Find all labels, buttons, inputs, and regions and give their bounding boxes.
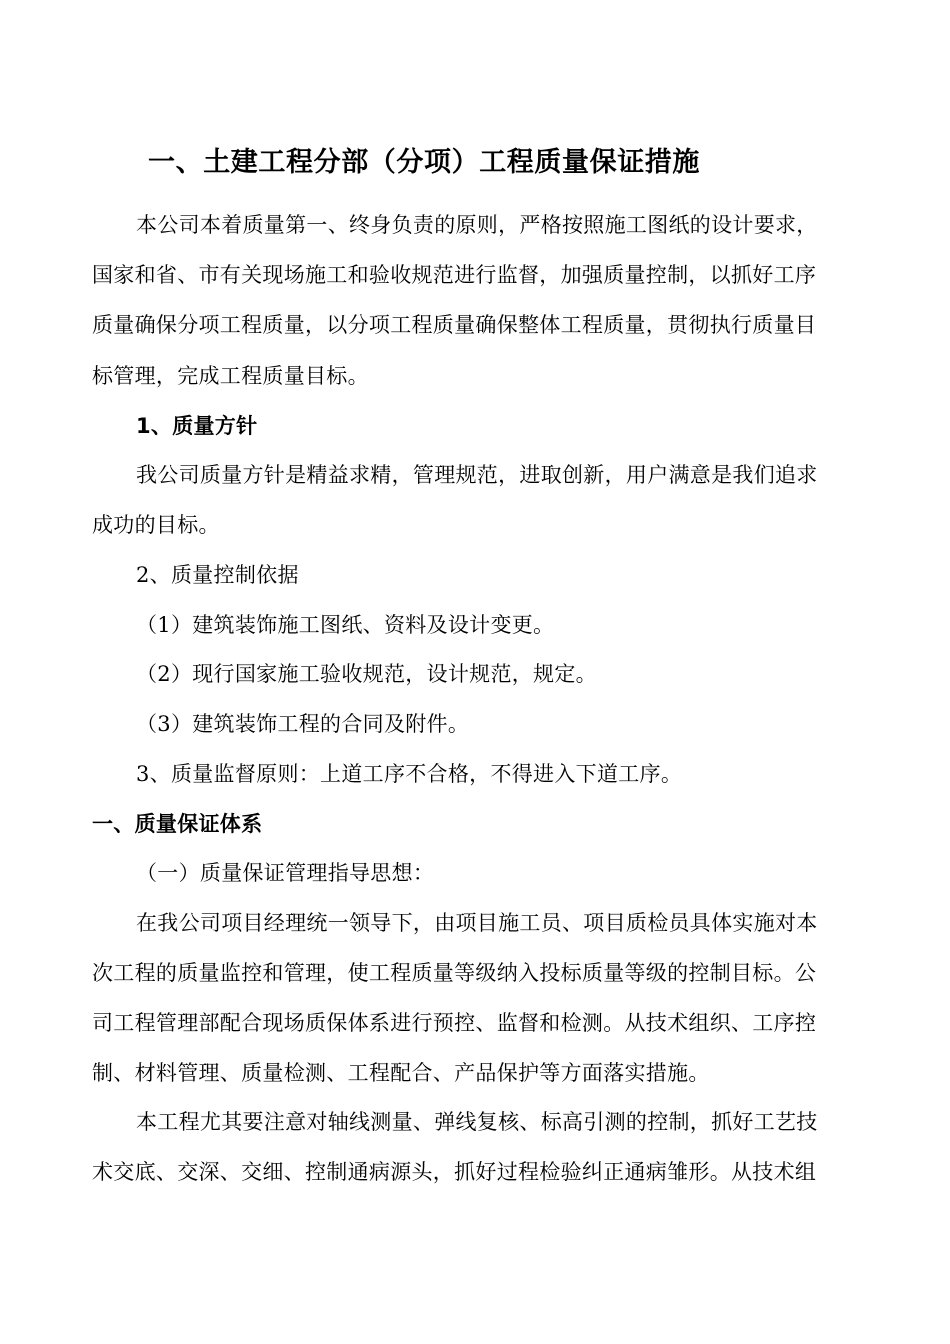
- control-basis-item: （1）建筑装饰施工图纸、资料及设计变更。: [136, 613, 555, 637]
- paragraph-line: 术交底、交深、交细、控制通病源头，抓好过程检验纠正通病雏形。从技术组: [92, 1160, 817, 1184]
- section-heading-control-basis: 2、质量控制依据: [136, 563, 299, 587]
- paragraph-line: 制、材料管理、质量检测、工程配合、产品保护等方面落实措施。: [92, 1061, 710, 1085]
- control-basis-item: （3）建筑装饰工程的合同及附件。: [136, 712, 470, 736]
- intro-line: 标管理，完成工程质量目标。: [92, 364, 369, 388]
- intro-line: 质量确保分项工程质量，以分项工程质量确保整体工程质量，贯彻执行质量目: [92, 313, 817, 337]
- control-basis-item: （2）现行国家施工验收规范，设计规范，规定。: [136, 662, 597, 686]
- paragraph-line: 在我公司项目经理统一领导下，由项目施工员、项目质检员具体实施对本: [136, 911, 818, 935]
- intro-line: 本公司本着质量第一、终身负责的原则，严格按照施工图纸的设计要求，: [136, 213, 818, 237]
- quality-policy-line: 我公司质量方针是精益求精，管理规范，进取创新，用户满意是我们追求: [136, 463, 818, 487]
- supervision-principle-line: 3、质量监督原则：上道工序不合格，不得进入下道工序。: [136, 762, 683, 786]
- quality-policy-line: 成功的目标。: [92, 513, 220, 537]
- intro-line: 国家和省、市有关现场施工和验收规范进行监督，加强质量控制，以抓好工序: [92, 263, 817, 287]
- section-heading-quality-policy: 1、质量方针: [136, 414, 258, 438]
- paragraph-line: 次工程的质量监控和管理，使工程质量等级纳入投标质量等级的控制目标。公: [92, 961, 817, 985]
- paragraph-line: 司工程管理部配合现场质保体系进行预控、监督和检测。从技术组织、工序控: [92, 1011, 817, 1035]
- document-title: 一、土建工程分部（分项）工程质量保证措施: [148, 147, 700, 178]
- subheading-guiding-idea: （一）质量保证管理指导思想：: [136, 861, 435, 885]
- paragraph-line: 本工程尤其要注意对轴线测量、弹线复核、标高引测的控制，抓好工艺技: [136, 1110, 818, 1134]
- part-heading-quality-system: 一、质量保证体系: [92, 812, 263, 836]
